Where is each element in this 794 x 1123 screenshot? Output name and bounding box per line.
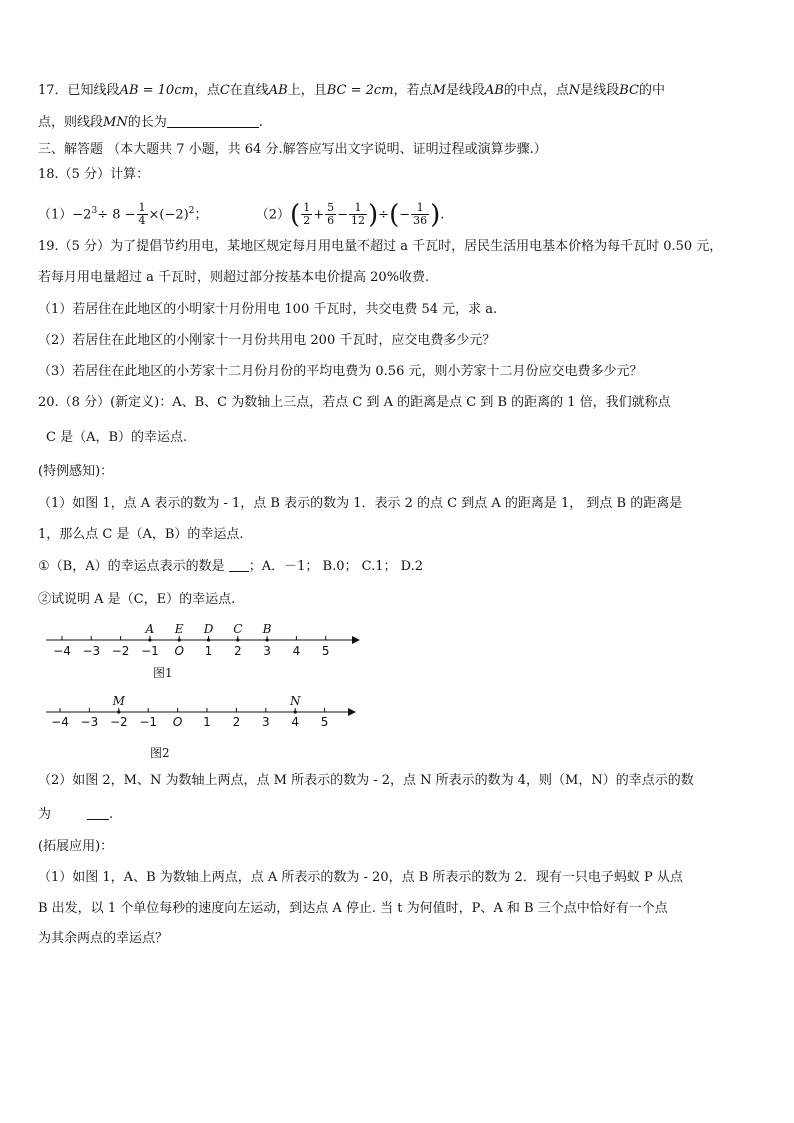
q18-denominator: 36 [413,214,428,228]
q18-numerator: 5 [327,201,335,215]
number-line-2-ticks [60,708,325,714]
tick-label: 5 [321,644,330,658]
q17-text: 已知线段 [67,83,120,98]
number-line-figure-1 [0,620,794,690]
q18-math: ； [194,207,208,223]
q20-example1-line1: （1）如图 1，点 A 表示的数为 - 1，点 B 表示的数为 1．表示 2 的点 C 到点 A 的距离是 1， 到点 B 的距离是 [38,496,683,511]
tick-label: 3 [261,715,270,729]
q20-line-2: C 是（A，B）的幸运点. [46,430,188,445]
q18-numerator: 1 [303,201,311,215]
q18-exponent: 2 [188,206,195,216]
q18-math: ÷ 8 − [97,207,136,223]
point-label-c: C [233,622,243,636]
tick-label: O [174,644,184,658]
q18-operator: ÷ [378,207,390,223]
q18-parts: $(1)-2^3\div 8$ − $\frac{1}{4}$ $\times(-2)^2$； （2）( $\frac{1}{2}$ + $\frac{5}{6}$ − $\frac{1}{12}$ )÷(− $\frac{1}{36}$ ). [38,199,445,230]
tick-label: O [172,715,183,729]
point-marker [266,638,269,641]
q17-math: M [432,83,446,98]
q20-circle2: ②试说明 A 是（C，E）的幸运点. [38,592,236,607]
q17-text: 的中 [639,83,666,98]
q20-example2-line2 [38,805,113,825]
q18-part1-label: （1） [38,207,73,223]
q20-application-line1: （1）如图 1，A、B 为数轴上两点，点 A 所表示的数为 - 20，点 B 所表示的数为 2．现有一只电子蚂蚁 P 从点 [38,870,683,885]
q20-example1-line2: 1，那么点 C 是（A，B）的幸运点. [38,527,244,542]
q20-circle1 [38,557,423,577]
number-line-1-ticks [62,636,326,642]
q20-subheading-application: (拓展应用)： [38,839,114,854]
q20-application-line3: 为其余两点的幸运点？ [38,931,169,946]
q17-text: 点，则线段 [38,115,104,130]
q17-line-2 [38,113,263,133]
q18-math: −2 [72,207,92,223]
figure-1-caption: 图1 [153,666,173,680]
q17-answer-blank[interactable] [167,113,259,128]
point-marker [178,638,181,641]
q18-denominator: 12 [351,214,365,228]
tick-label: 4 [291,715,300,729]
q19-part-2: （2）若居住在此地区的小刚家十一月份共用电 200 千瓦时，应交电费多少元？ [38,333,496,348]
q17-text: 在直线 [229,83,269,98]
point-marker [294,710,297,713]
q17-text: 的中点，点 [503,83,569,98]
point-marker [236,638,239,641]
tick-label: 5 [320,715,329,729]
tick-label: 4 [292,644,301,658]
point-marker [207,638,210,641]
q18-operator: − [337,207,348,223]
q20-example2-line1: （2）如图 2，M、N 为数轴上两点，点 M 所表示的数为 - 2，点 N 所表示的数为 4，则（M，N）的幸点示的数 [38,773,694,788]
q17-line-1 [38,81,665,101]
point-label-m: M [112,694,125,708]
q20-subheading-special: (特例感知)： [38,464,114,479]
number-line-figure-2 [0,692,794,762]
q20-circle1-answer-blank[interactable] [229,557,249,572]
q18-numerator: 1 [411,202,429,215]
q17-math: AB [268,83,288,98]
q18-fraction [325,202,336,227]
tick-label: −2 [109,715,128,729]
q19-part-3: （3）若居住在此地区的小芳家十二月份月份的平均电费为 0.56 元，则小芳家十二月份应交电费多少元？ [38,364,643,379]
tick-label: 2 [233,644,242,658]
tick-label: 1 [203,715,211,729]
q18-denominator: 6 [327,214,335,228]
figure-2-caption: 图2 [150,746,170,760]
q19-line-2: 若每月用电量超过 a 千瓦时，则超过部分按基本电价提高 20%收费. [38,270,430,285]
q17-text: 上，且 [287,83,327,98]
q17-text: . [258,115,263,130]
point-marker [148,638,151,641]
q18-fraction [137,202,148,227]
q18-denominator: 4 [138,214,146,228]
q17-math: MN [103,115,128,130]
q18-exponent: 3 [91,206,98,216]
q20-circle1-text: ①（B，A）的幸运点表示的数是 [38,559,229,574]
q18-operator: + [313,207,325,223]
q17-text: 是线段 [445,83,485,98]
q18-math: ×(−2) [148,207,189,223]
tick-label: −2 [111,644,130,658]
q17-math: BC = 2cm [326,83,394,98]
tick-label: −3 [82,644,101,658]
q20-example2-text: 为 [38,807,52,822]
q20-application-line2: B 出发，以 1 个单位每秒的速度向左运动，到达点 A 停止. 当 t 为何值时，P、A 和 B 三个点中恰好有一个点 [38,901,668,916]
q17-math: AB [484,83,504,98]
q18-fraction [411,202,429,227]
arrow-right-icon [348,708,356,716]
point-label-n: N [289,694,301,708]
q18-denominator: 2 [303,214,311,228]
point-marker [117,710,120,713]
section-3-header: 三、解答题 （本大题共 7 小题，共 64 分.解答应写出文字说明、证明过程或演算步骤.） [38,142,547,157]
q17-text: ，若点 [393,83,433,98]
q17-number: 17． [38,83,68,98]
q17-math: AB = 10cm [119,83,194,98]
q20-line-1: 20.（8 分）(新定义)：A、B、C 为数轴上三点，若点 C 到 A 的距离是点 C 到 B 的距离的 1 倍，我们就称点 [38,395,671,410]
q18-fraction [349,202,367,227]
q19-part-1: （1）若居住在此地区的小明家十月份用电 100 千瓦时，共交电费 54 元，求 a. [38,302,498,317]
tick-label: −3 [80,715,99,729]
q17-text: 是线段 [580,83,620,98]
q17-text: ，点 [193,83,220,98]
q18-numerator: 1 [349,202,367,215]
q18-math: . [440,207,445,223]
tick-label: 3 [263,644,271,658]
q20-example2-text: . [109,807,114,822]
tick-label: 1 [204,644,213,658]
tick-label: −1 [141,644,159,658]
tick-label: −1 [139,715,158,729]
q18-title: 18.（5 分）计算： [38,167,150,182]
q18-fraction [301,202,312,227]
point-label-a: A [145,622,155,636]
point-label-d: D [203,622,214,636]
tick-label: −4 [51,715,69,729]
q20-circle1-options: ；A．－1； B.0； C.1； D.2 [248,559,423,574]
q20-example2-answer-blank[interactable] [87,805,109,820]
tick-label: 2 [232,715,241,729]
q19-line-1: 19.（5 分）为了提倡节约用电，某地区规定每月用电量不超过 a 千瓦时，居民生活用电基本价格为每千瓦时 0.50 元， [38,239,723,254]
q17-math: BC [619,83,639,98]
q17-math: C [219,83,230,98]
q18-numerator: 1 [138,201,146,215]
q17-math: N [568,83,581,98]
tick-label: −4 [53,644,71,658]
point-label-e: E [174,622,184,636]
q17-text: 的长为 [127,115,167,130]
point-label-b: B [262,622,272,636]
arrow-right-icon [352,636,360,644]
q18-part2-label: （2） [255,207,291,223]
q18-operator: − [399,207,411,223]
